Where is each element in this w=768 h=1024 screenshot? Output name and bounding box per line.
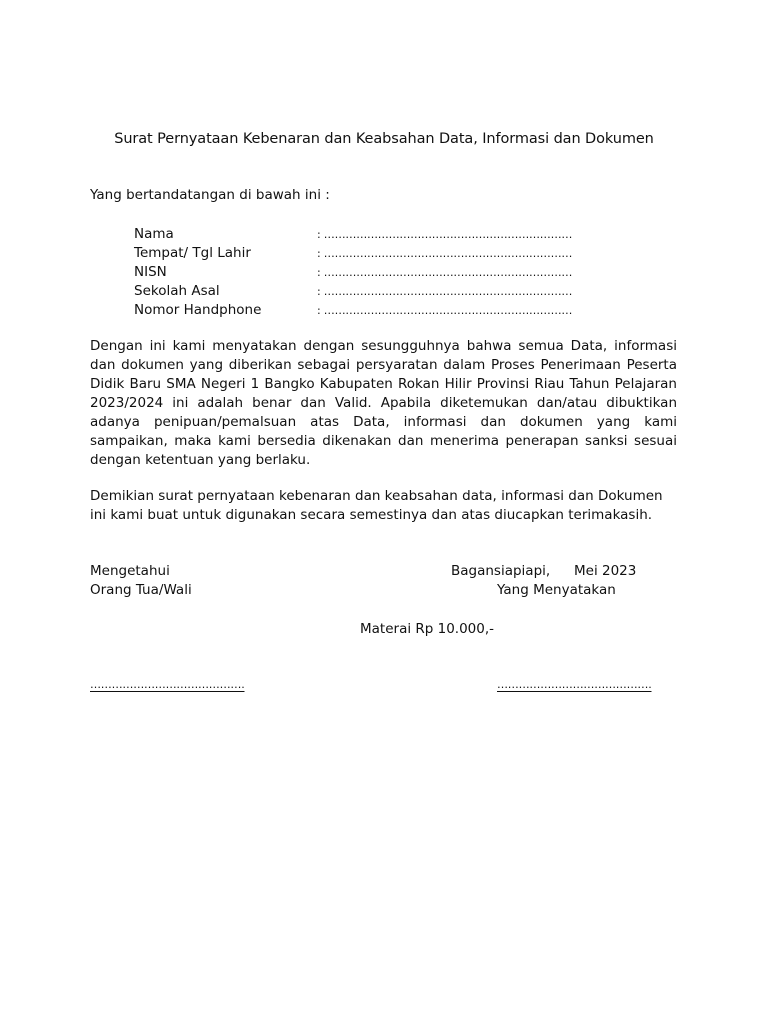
statement-paragraph: Dengan ini kami menyatakan dengan sesungguhnya bahwa semua Data, informasi dan dokumen yang diberikan sebagai persyaratan dalam Proses Penerimaan Peserta Didik Baru SMA Negeri 1 Bangko Kabupaten Rokan Hilir Provinsi Riau Tahun Pelajaran 2023/2024 ini adalah benar dan Valid. Apabila diketemukan dan/atau dibuktikan adanya penipuan/pemalsuan atas Data, informasi dan dokumen yang kami sampaikan, maka kami bersedia dikenakan dan menerima penerapan sanksi sesuai dengan ketentuan yang berlaku. <box>90 338 677 468</box>
stamp-duty-label: Materai Rp 10.000,- <box>360 621 495 637</box>
field-row-nama <box>134 225 614 244</box>
field-blank: : …………………………………………………………… <box>317 304 573 317</box>
declarant-signature-line: ……………………………………. <box>497 678 652 691</box>
field-blank: : …………………………………………………………… <box>317 247 573 260</box>
place-label: Bagansiapiapi, <box>451 563 551 579</box>
field-label: Nama <box>134 226 174 242</box>
field-row-nomor-handphone <box>134 301 614 320</box>
field-row-tempat-tgl-lahir <box>134 244 614 263</box>
field-label: Tempat/ Tgl Lahir <box>134 245 251 261</box>
field-blank: : …………………………………………………………… <box>317 266 573 279</box>
field-label: NISN <box>134 264 167 280</box>
field-row-nisn <box>134 263 614 282</box>
intro-text: Yang bertandatangan di bawah ini : <box>90 187 330 203</box>
document-title: Surat Pernyataan Kebenaran dan Keabsahan Data, Informasi dan Dokumen <box>114 131 654 147</box>
parent-guardian-label: Orang Tua/Wali <box>90 582 192 598</box>
parent-signature-line: ……………………………………. <box>90 678 245 691</box>
field-row-sekolah-asal <box>134 282 614 301</box>
field-label: Sekolah Asal <box>134 283 220 299</box>
closing-paragraph: Demikian surat pernyataan kebenaran dan keabsahan data, informasi dan Dokumen ini kami buat untuk digunakan secara semestinya dan atas diucapkan terimakasih. <box>90 488 663 523</box>
acknowledged-label: Mengetahui <box>90 563 170 579</box>
identity-fields <box>134 225 614 320</box>
declarant-label: Yang Menyatakan <box>497 582 616 598</box>
field-blank: : …………………………………………………………… <box>317 228 573 241</box>
field-label: Nomor Handphone <box>134 302 262 318</box>
date-label: Mei 2023 <box>574 563 637 579</box>
field-blank: : …………………………………………………………… <box>317 285 573 298</box>
